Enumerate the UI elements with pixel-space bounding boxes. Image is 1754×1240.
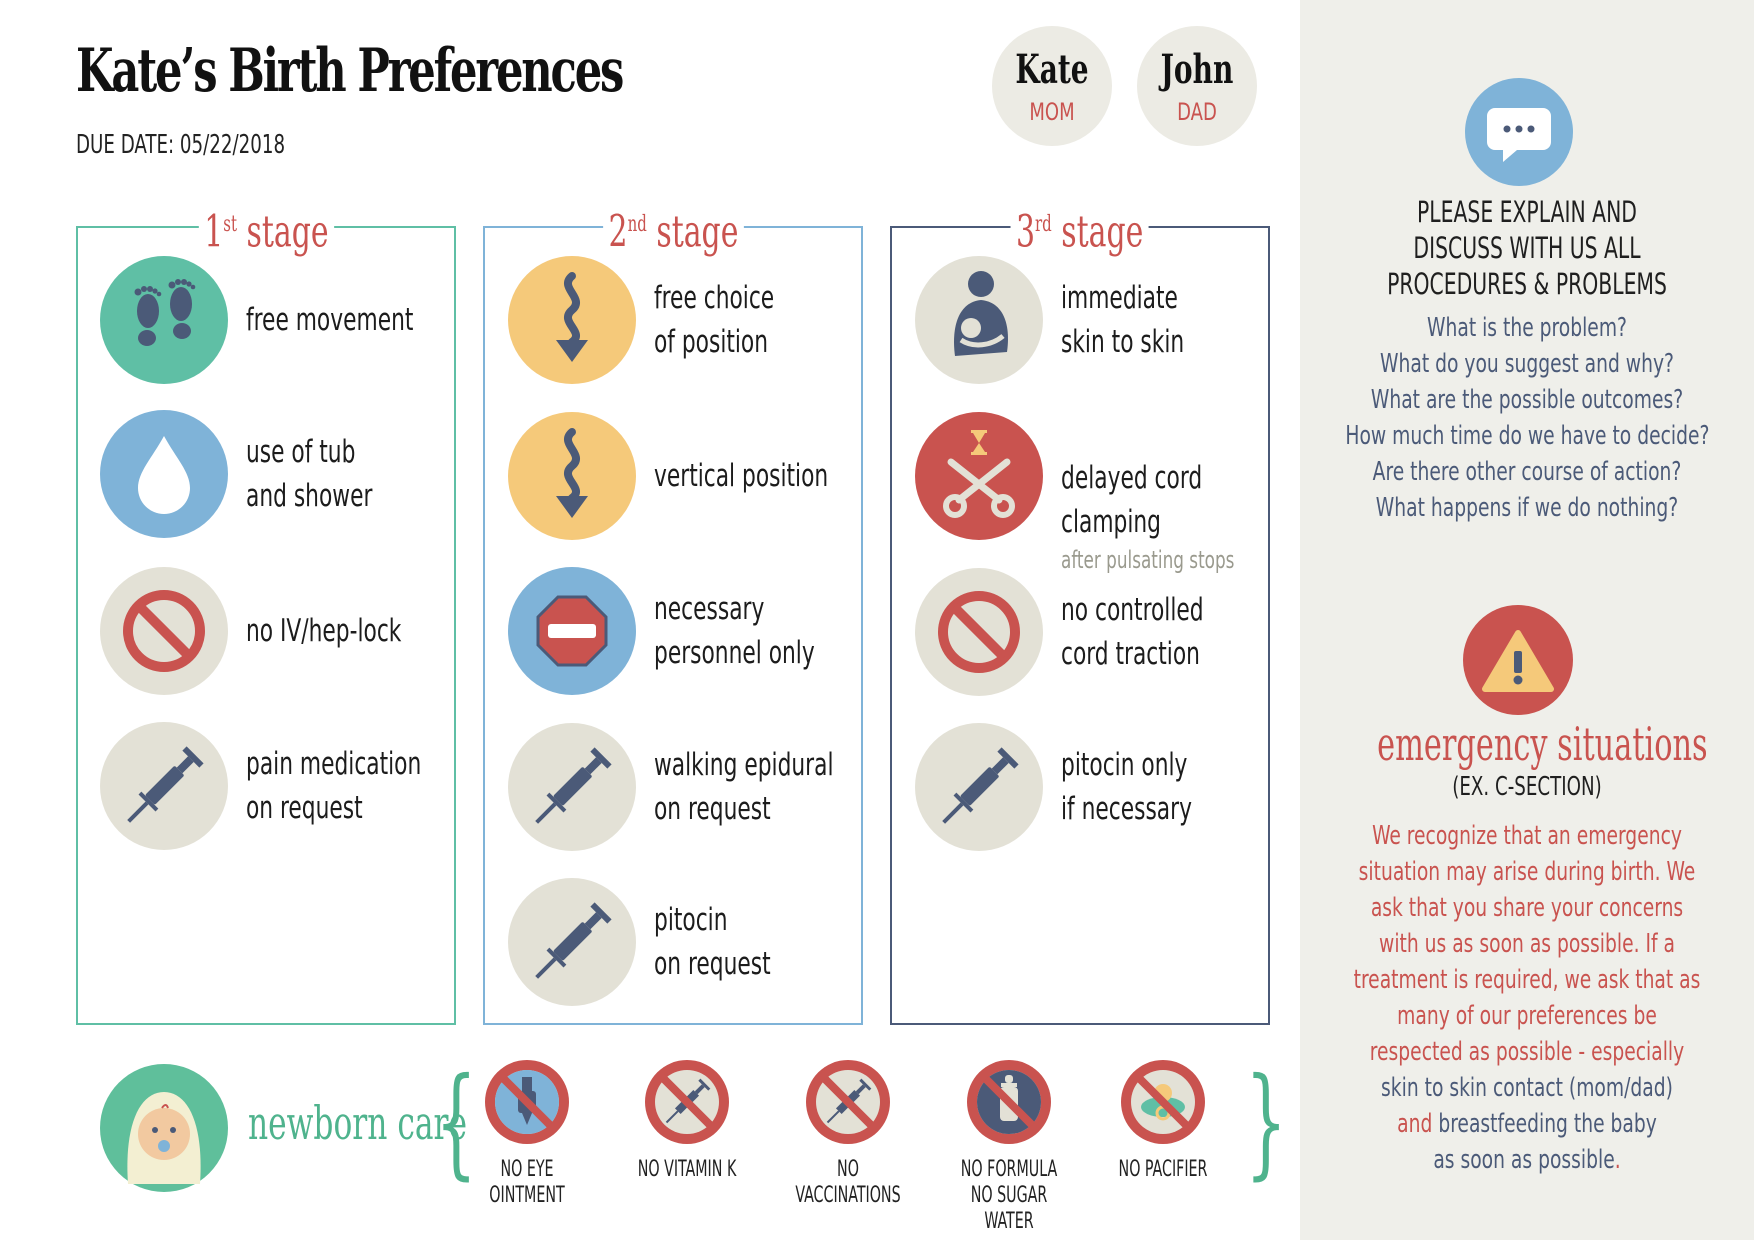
right-brace: }: [1245, 1053, 1288, 1192]
mother-baby-icon: [915, 256, 1043, 384]
footprints-icon: [100, 256, 228, 384]
question-item: What are the possible outcomes?: [1370, 385, 1684, 415]
item-label: free choice of position: [654, 280, 775, 360]
emergency-line: many of our preferences be: [1397, 1001, 1657, 1031]
newborn-item-label: NO EYE OINTMENT: [489, 1157, 565, 1208]
newborn-item-pacifier: [1083, 1057, 1243, 1183]
emergency-line: with us as soon as possible. If a: [1379, 929, 1675, 959]
emergency-and: and: [1397, 1109, 1433, 1139]
item-label: no controlled cord traction: [1061, 592, 1204, 672]
newborn-item-label: NO FORMULA NO SUGAR WATER: [960, 1157, 1058, 1234]
emergency-line: skin to skin contact (mom/dad): [1381, 1073, 1673, 1103]
item-label: use of tub and shower: [246, 434, 373, 514]
person-name: Kate: [1015, 46, 1089, 93]
emergency-line: [1345, 1142, 1708, 1178]
wavy-arrow-icon: [508, 412, 636, 540]
scissors-hourglass-icon: [915, 412, 1043, 540]
emergency-section: [1300, 716, 1754, 1178]
item-label: necessary personnel only: [654, 591, 815, 671]
newborn-care-title: newborn care: [248, 1096, 467, 1150]
speech-bubble-icon: [1465, 78, 1573, 186]
person-name: John: [1160, 46, 1234, 93]
left-brace: {: [435, 1053, 478, 1192]
explain-section: [1300, 194, 1754, 526]
item-sublabel: after pulsating stops: [1061, 546, 1235, 574]
page-title: Kate’s Birth Preferences: [76, 36, 623, 106]
item-label-main: delayed cord clamping: [1061, 460, 1203, 540]
no-eye-ointment-icon: [482, 1057, 572, 1147]
water-drop-icon: [100, 410, 228, 538]
due-date: DUE DATE: 05/22/2018: [76, 130, 286, 160]
emergency-line: We recognize that an emergency: [1372, 821, 1682, 851]
person-role: MOM: [1029, 98, 1075, 126]
newborn-item-vaccinations: [768, 1057, 928, 1209]
question-item: How much time do we have to decide?: [1345, 421, 1710, 451]
emergency-asap: as soon as possible: [1433, 1145, 1615, 1175]
newborn-item-label: NO VITAMIN K: [637, 1157, 737, 1182]
newborn-item-formula: [929, 1057, 1089, 1235]
person-badge-dad: [1137, 26, 1257, 146]
baby-icon: [100, 1064, 228, 1192]
no-pacifier-icon: [1118, 1057, 1208, 1147]
question-item: What do you suggest and why?: [1380, 349, 1674, 379]
stage-2-heading: 2nd stage: [483, 198, 863, 252]
item-label: free movement: [246, 302, 414, 338]
wavy-arrow-icon: [508, 256, 636, 384]
item-label: pitocin on request: [654, 902, 771, 982]
newborn-item-eye-ointment: [447, 1057, 607, 1209]
emergency-line: treatment is required, we ask that as: [1353, 965, 1701, 995]
emergency-line: situation may arise during birth. We: [1358, 857, 1696, 887]
question-item: What is the problem?: [1427, 313, 1627, 343]
no-bottle-icon: [964, 1057, 1054, 1147]
item-label: immediate skin to skin: [1061, 280, 1185, 360]
item-label: pitocin only if necessary: [1061, 747, 1192, 827]
stage-3-heading: 3rd stage: [890, 198, 1270, 252]
emergency-text: [1345, 818, 1708, 1178]
explain-title: PLEASE EXPLAIN AND DISCUSS WITH US ALL PROCEDURES & PROBLEMS: [1387, 195, 1667, 301]
newborn-item-label: NO VACCINATIONS: [795, 1157, 901, 1208]
person-badge-mom: [992, 26, 1112, 146]
emergency-period: .: [1614, 1145, 1621, 1175]
item-label: pain medication on request: [246, 746, 422, 826]
syringe-icon: [915, 723, 1043, 851]
warning-icon: [1463, 605, 1573, 715]
item-label: no IV/hep-lock: [246, 613, 402, 649]
no-syringe-icon: [642, 1057, 732, 1147]
newborn-item-label: NO PACIFIER: [1118, 1157, 1208, 1182]
stage-1-heading: 1st stage: [76, 198, 456, 252]
emergency-line: respected as possible - especially: [1369, 1037, 1685, 1067]
emergency-line: [1345, 1106, 1708, 1142]
prohibited-icon: [915, 568, 1043, 696]
emergency-title: emergency situations: [1377, 717, 1708, 771]
emergency-line: ask that you share your concerns: [1370, 893, 1684, 923]
item-label: walking epidural on request: [654, 747, 834, 827]
syringe-icon: [100, 722, 228, 850]
question-item: What happens if we do nothing?: [1375, 493, 1679, 523]
question-item: Are there other course of action?: [1372, 457, 1682, 487]
person-role: DAD: [1177, 98, 1217, 126]
newborn-item-vitamin-k: [607, 1057, 767, 1183]
syringe-icon: [508, 878, 636, 1006]
item-label: vertical position: [654, 458, 829, 494]
emergency-breastfeeding: breastfeeding the baby: [1438, 1109, 1657, 1139]
stop-sign-icon: [508, 567, 636, 695]
syringe-icon: [508, 723, 636, 851]
question-list: [1345, 310, 1708, 526]
no-syringe-icon: [803, 1057, 893, 1147]
prohibited-icon: [100, 567, 228, 695]
emergency-subtitle: (EX. C-SECTION): [1452, 772, 1602, 802]
